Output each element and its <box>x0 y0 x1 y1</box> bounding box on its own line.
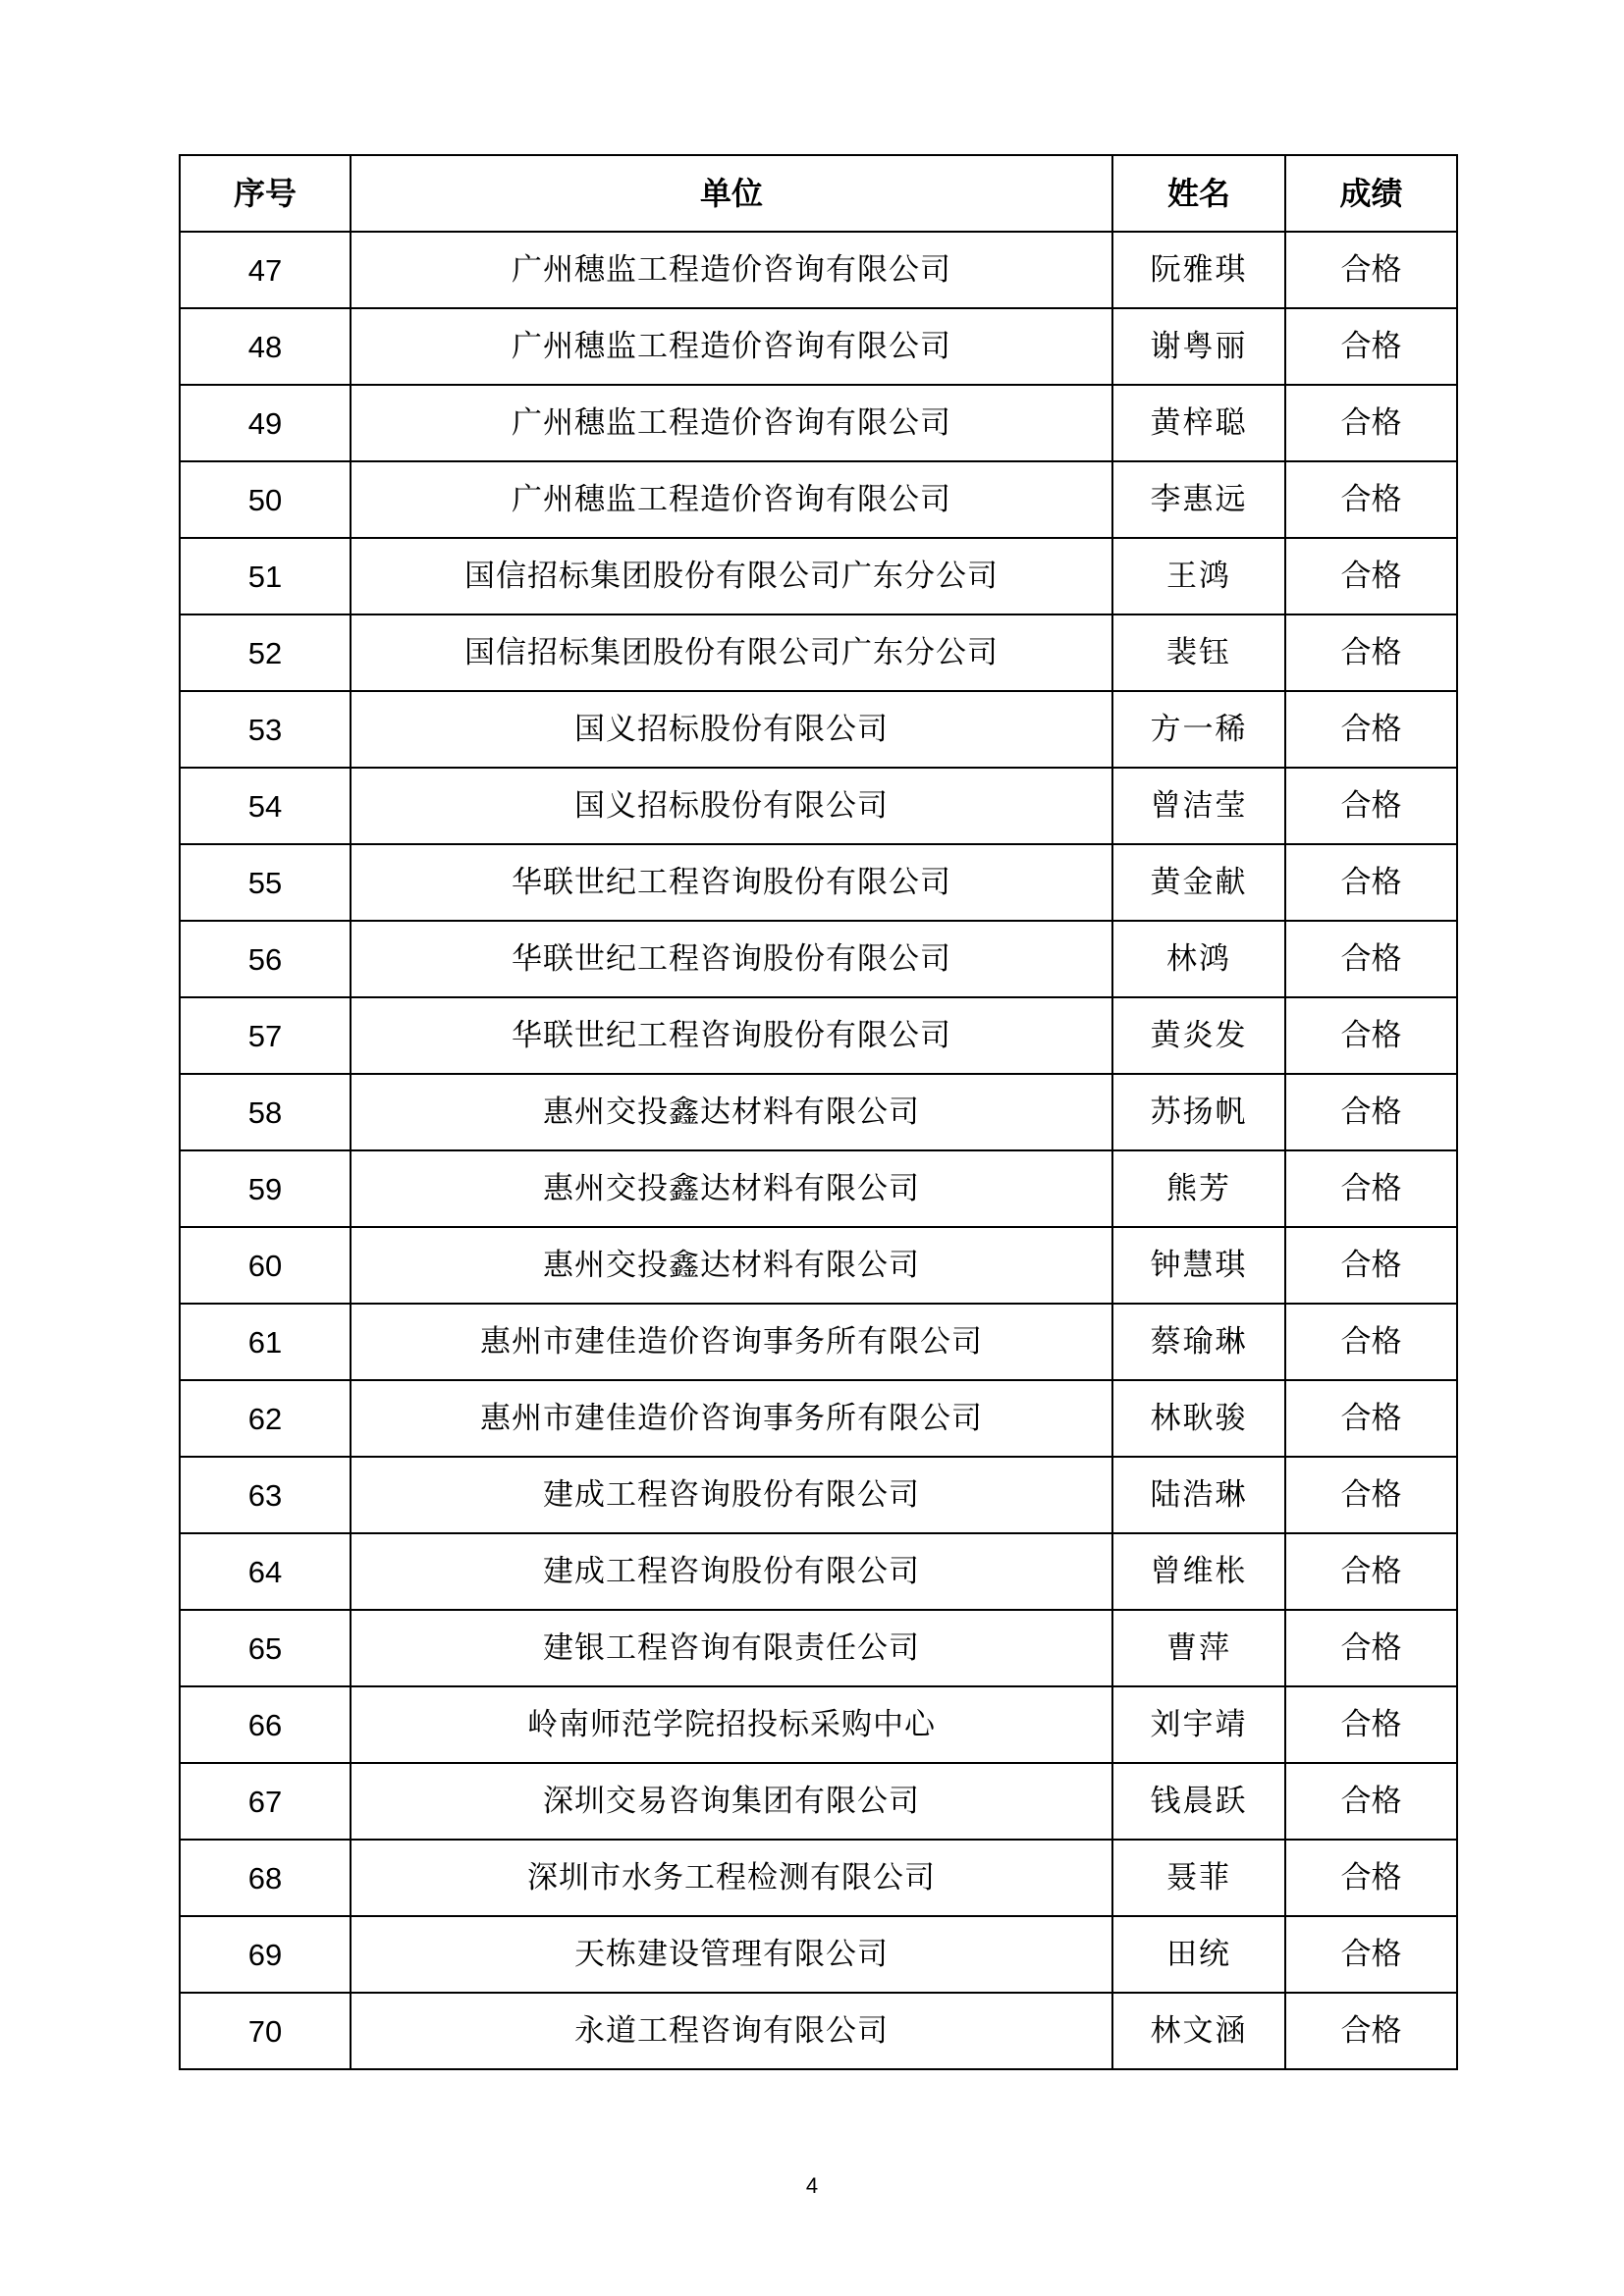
cell-serial-number: 52 <box>180 614 351 691</box>
cell-score: 合格 <box>1285 308 1457 385</box>
table-row <box>180 1457 1457 1533</box>
cell-name: 黄梓聪 <box>1112 385 1285 461</box>
cell-score: 合格 <box>1285 1686 1457 1763</box>
cell-name: 熊芳 <box>1112 1150 1285 1227</box>
cell-serial-number: 68 <box>180 1840 351 1916</box>
table-row <box>180 768 1457 844</box>
table-row <box>180 1840 1457 1916</box>
cell-unit: 岭南师范学院招投标采购中心 <box>351 1686 1112 1763</box>
table-row <box>180 691 1457 768</box>
cell-name: 阮雅琪 <box>1112 232 1285 308</box>
cell-name: 蔡瑜琳 <box>1112 1304 1285 1380</box>
cell-serial-number: 66 <box>180 1686 351 1763</box>
cell-serial-number: 53 <box>180 691 351 768</box>
table-row <box>180 1304 1457 1380</box>
cell-unit: 建银工程咨询有限责任公司 <box>351 1610 1112 1686</box>
table-row <box>180 844 1457 921</box>
table-row <box>180 1227 1457 1304</box>
cell-name: 黄炎发 <box>1112 997 1285 1074</box>
cell-name: 林文涵 <box>1112 1993 1285 2069</box>
table-row <box>180 1993 1457 2069</box>
cell-score: 合格 <box>1285 614 1457 691</box>
cell-serial-number: 60 <box>180 1227 351 1304</box>
cell-unit: 惠州市建佳造价咨询事务所有限公司 <box>351 1304 1112 1380</box>
cell-name: 苏扬帆 <box>1112 1074 1285 1150</box>
table-row <box>180 1610 1457 1686</box>
cell-name: 林耿骏 <box>1112 1380 1285 1457</box>
cell-unit: 广州穗监工程造价咨询有限公司 <box>351 232 1112 308</box>
cell-score: 合格 <box>1285 1074 1457 1150</box>
cell-serial-number: 70 <box>180 1993 351 2069</box>
table-row <box>180 997 1457 1074</box>
cell-score: 合格 <box>1285 1840 1457 1916</box>
cell-serial-number: 54 <box>180 768 351 844</box>
cell-serial-number: 65 <box>180 1610 351 1686</box>
table-row <box>180 1150 1457 1227</box>
cell-score: 合格 <box>1285 1763 1457 1840</box>
table-row <box>180 1916 1457 1993</box>
cell-score: 合格 <box>1285 461 1457 538</box>
cell-serial-number: 59 <box>180 1150 351 1227</box>
cell-serial-number: 69 <box>180 1916 351 1993</box>
cell-score: 合格 <box>1285 1993 1457 2069</box>
cell-unit: 永道工程咨询有限公司 <box>351 1993 1112 2069</box>
cell-serial-number: 63 <box>180 1457 351 1533</box>
cell-serial-number: 56 <box>180 921 351 997</box>
cell-serial-number: 47 <box>180 232 351 308</box>
cell-unit: 深圳市水务工程检测有限公司 <box>351 1840 1112 1916</box>
page-number: 4 <box>805 2173 819 2198</box>
cell-unit: 国信招标集团股份有限公司广东分公司 <box>351 538 1112 614</box>
cell-score: 合格 <box>1285 1533 1457 1610</box>
cell-score: 合格 <box>1285 844 1457 921</box>
cell-serial-number: 67 <box>180 1763 351 1840</box>
cell-unit: 天栋建设管理有限公司 <box>351 1916 1112 1993</box>
table-row <box>180 232 1457 308</box>
cell-score: 合格 <box>1285 538 1457 614</box>
cell-name: 谢粤丽 <box>1112 308 1285 385</box>
cell-name: 田统 <box>1112 1916 1285 1993</box>
header-name: 姓名 <box>1112 155 1285 232</box>
cell-score: 合格 <box>1285 232 1457 308</box>
cell-score: 合格 <box>1285 1150 1457 1227</box>
cell-serial-number: 62 <box>180 1380 351 1457</box>
cell-unit: 建成工程咨询股份有限公司 <box>351 1533 1112 1610</box>
table-row <box>180 1074 1457 1150</box>
cell-serial-number: 55 <box>180 844 351 921</box>
cell-score: 合格 <box>1285 1304 1457 1380</box>
table-row <box>180 921 1457 997</box>
cell-score: 合格 <box>1285 1380 1457 1457</box>
table-row <box>180 1686 1457 1763</box>
results-table <box>179 154 1458 2070</box>
cell-unit: 华联世纪工程咨询股份有限公司 <box>351 997 1112 1074</box>
cell-name: 王鸿 <box>1112 538 1285 614</box>
cell-name: 方一稀 <box>1112 691 1285 768</box>
table-row <box>180 1380 1457 1457</box>
cell-serial-number: 50 <box>180 461 351 538</box>
cell-score: 合格 <box>1285 1610 1457 1686</box>
cell-score: 合格 <box>1285 997 1457 1074</box>
cell-serial-number: 64 <box>180 1533 351 1610</box>
table-body <box>180 232 1457 2069</box>
cell-unit: 国义招标股份有限公司 <box>351 691 1112 768</box>
cell-unit: 惠州交投鑫达材料有限公司 <box>351 1074 1112 1150</box>
cell-name: 曾维枨 <box>1112 1533 1285 1610</box>
cell-score: 合格 <box>1285 768 1457 844</box>
cell-unit: 广州穗监工程造价咨询有限公司 <box>351 461 1112 538</box>
cell-name: 曾洁莹 <box>1112 768 1285 844</box>
cell-serial-number: 48 <box>180 308 351 385</box>
cell-name: 李惠远 <box>1112 461 1285 538</box>
cell-unit: 华联世纪工程咨询股份有限公司 <box>351 921 1112 997</box>
cell-name: 钟慧琪 <box>1112 1227 1285 1304</box>
cell-score: 合格 <box>1285 385 1457 461</box>
cell-score: 合格 <box>1285 1457 1457 1533</box>
table-row <box>180 1533 1457 1610</box>
cell-unit: 深圳交易咨询集团有限公司 <box>351 1763 1112 1840</box>
cell-name: 刘宇靖 <box>1112 1686 1285 1763</box>
table-row <box>180 308 1457 385</box>
cell-serial-number: 61 <box>180 1304 351 1380</box>
cell-score: 合格 <box>1285 1916 1457 1993</box>
cell-unit: 广州穗监工程造价咨询有限公司 <box>351 385 1112 461</box>
cell-score: 合格 <box>1285 1227 1457 1304</box>
cell-score: 合格 <box>1285 921 1457 997</box>
table-row <box>180 385 1457 461</box>
cell-unit: 惠州市建佳造价咨询事务所有限公司 <box>351 1380 1112 1457</box>
header-unit: 单位 <box>351 155 1112 232</box>
header-serial-number: 序号 <box>180 155 351 232</box>
cell-name: 裴钰 <box>1112 614 1285 691</box>
cell-serial-number: 51 <box>180 538 351 614</box>
cell-name: 钱晨跃 <box>1112 1763 1285 1840</box>
cell-unit: 华联世纪工程咨询股份有限公司 <box>351 844 1112 921</box>
cell-score: 合格 <box>1285 691 1457 768</box>
cell-name: 聂菲 <box>1112 1840 1285 1916</box>
header-score: 成绩 <box>1285 155 1457 232</box>
cell-serial-number: 57 <box>180 997 351 1074</box>
cell-serial-number: 58 <box>180 1074 351 1150</box>
cell-unit: 国义招标股份有限公司 <box>351 768 1112 844</box>
cell-unit: 国信招标集团股份有限公司广东分公司 <box>351 614 1112 691</box>
cell-unit: 惠州交投鑫达材料有限公司 <box>351 1150 1112 1227</box>
cell-name: 黄金献 <box>1112 844 1285 921</box>
table-row <box>180 538 1457 614</box>
cell-name: 陆浩琳 <box>1112 1457 1285 1533</box>
table-row <box>180 461 1457 538</box>
cell-unit: 建成工程咨询股份有限公司 <box>351 1457 1112 1533</box>
cell-name: 林鸿 <box>1112 921 1285 997</box>
cell-serial-number: 49 <box>180 385 351 461</box>
cell-unit: 广州穗监工程造价咨询有限公司 <box>351 308 1112 385</box>
table-row <box>180 614 1457 691</box>
cell-name: 曹萍 <box>1112 1610 1285 1686</box>
cell-unit: 惠州交投鑫达材料有限公司 <box>351 1227 1112 1304</box>
table-header-row <box>180 155 1457 232</box>
table-row <box>180 1763 1457 1840</box>
